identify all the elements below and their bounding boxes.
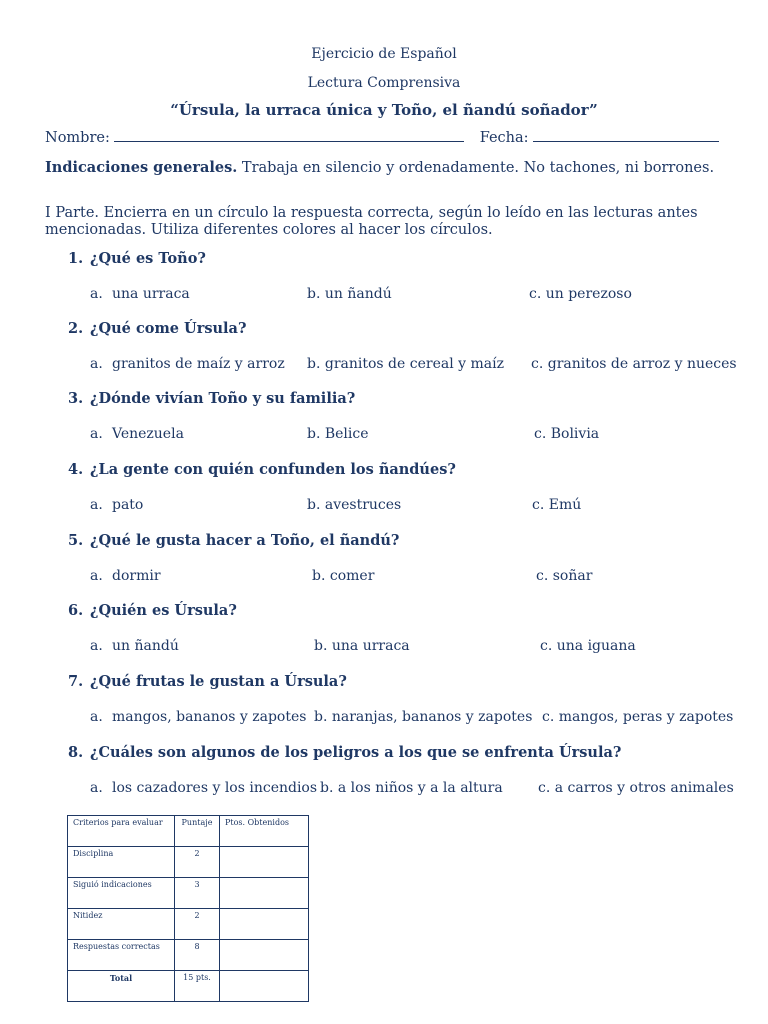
option-text: Venezuela — [112, 426, 184, 442]
question-8 — [68, 744, 621, 761]
criteria-cell: Nitidez — [68, 909, 175, 940]
answer-option[interactable] — [532, 497, 581, 513]
table-row — [68, 909, 309, 940]
option-text: un ñandú — [112, 638, 179, 654]
question-number: 3. — [68, 390, 84, 407]
instructions-bold: Indicaciones generales. — [45, 159, 238, 176]
question-text: ¿Dónde vivían Toño y su familia? — [90, 390, 356, 407]
option-letter: a. — [90, 638, 103, 654]
obtained-cell[interactable] — [220, 847, 309, 878]
obtained-header: Ptos. Obtenidos — [220, 816, 309, 847]
criteria-header: Criterios para evaluar — [68, 816, 175, 847]
score-cell: 2 — [175, 847, 220, 878]
answer-option[interactable] — [90, 356, 285, 372]
answer-option[interactable] — [90, 638, 179, 654]
question-3 — [68, 390, 355, 407]
answer-option[interactable] — [542, 709, 733, 725]
obtained-cell[interactable] — [220, 909, 309, 940]
question-7 — [68, 673, 347, 690]
instructions — [45, 159, 714, 176]
option-text: granitos de maíz y arroz — [112, 356, 285, 372]
option-text: c. mangos, peras y zapotes — [542, 709, 734, 725]
total-score: 15 pts. — [175, 971, 220, 1002]
answer-option[interactable] — [90, 568, 161, 584]
question-number: 7. — [68, 673, 84, 690]
reading-title: “Úrsula, la urraca única y Toño, el ñandú soñador” — [170, 101, 598, 119]
obtained-cell[interactable] — [220, 878, 309, 909]
question-text: ¿Cuáles son algunos de los peligros a los que se enfrenta Úrsula? — [90, 744, 622, 761]
date-label: Fecha: — [479, 130, 529, 146]
option-letter: a. — [90, 286, 103, 302]
table-row — [68, 971, 309, 1002]
score-cell: 3 — [175, 878, 220, 909]
option-letter: a. — [90, 356, 103, 372]
answer-option[interactable] — [314, 709, 532, 725]
option-text: b. un ñandú — [307, 286, 392, 302]
option-text: c. a carros y otros animales — [538, 780, 734, 796]
option-letter: a. — [90, 497, 103, 513]
answer-option[interactable] — [314, 638, 410, 654]
answer-option[interactable] — [538, 780, 734, 796]
answer-option[interactable] — [536, 568, 592, 584]
option-text: c. un perezoso — [529, 286, 632, 302]
option-letter: a. — [90, 709, 103, 725]
option-text: c. una iguana — [540, 638, 636, 654]
question-text: ¿Qué le gusta hacer a Toño, el ñandú? — [90, 532, 400, 549]
answer-option[interactable] — [307, 497, 401, 513]
option-text: c. Bolivia — [534, 426, 600, 442]
question-text: ¿Qué come Úrsula? — [90, 320, 247, 337]
question-text: ¿La gente con quién confunden los ñandúes? — [90, 461, 456, 478]
obtained-cell[interactable] — [220, 940, 309, 971]
criteria-cell: Disciplina — [68, 847, 175, 878]
question-5 — [68, 532, 399, 549]
instructions-text: Trabaja en silencio y ordenadamente. No tachones, ni borrones. — [237, 160, 715, 176]
subject-heading: Ejercicio de Español — [311, 46, 457, 62]
question-number: 1. — [68, 250, 84, 267]
table-row — [68, 847, 309, 878]
criteria-table — [67, 815, 309, 1002]
option-text: mangos, bananos y zapotes — [112, 709, 307, 725]
table-row — [68, 878, 309, 909]
answer-option[interactable] — [320, 780, 503, 796]
criteria-cell: Respuestas correctas — [68, 940, 175, 971]
answer-option[interactable] — [307, 356, 504, 372]
score-cell: 2 — [175, 909, 220, 940]
criteria-cell: Siguió indicaciones — [68, 878, 175, 909]
option-text: dormir — [112, 568, 161, 584]
criteria-header-row — [68, 816, 309, 847]
answer-option[interactable] — [307, 286, 392, 302]
part1-instructions: I Parte. Encierra en un círculo la respuesta correcta, según lo leído en las lecturas antes mencionadas. Utiliza diferentes colores al hacer los círculos. — [45, 205, 698, 238]
option-text: pato — [112, 497, 144, 513]
option-text: b. a los niños y a la altura — [320, 780, 503, 796]
option-text: b. comer — [312, 568, 375, 584]
option-text: c. soñar — [536, 568, 593, 584]
answer-option[interactable] — [531, 356, 737, 372]
question-text: ¿Qué frutas le gustan a Úrsula? — [90, 673, 347, 690]
option-text: b. avestruces — [307, 497, 402, 513]
answer-option[interactable] — [90, 709, 306, 725]
name-label: Nombre: — [45, 130, 110, 146]
score-header: Puntaje — [175, 816, 220, 847]
option-text: b. naranjas, bananos y zapotes — [314, 709, 533, 725]
table-row — [68, 940, 309, 971]
answer-option[interactable] — [540, 638, 636, 654]
answer-option[interactable] — [90, 426, 184, 442]
option-text: b. una urraca — [314, 638, 410, 654]
option-text: b. granitos de cereal y maíz — [307, 356, 504, 372]
question-number: 5. — [68, 532, 84, 549]
answer-option[interactable] — [307, 426, 369, 442]
name-blank[interactable] — [114, 129, 464, 142]
option-letter: a. — [90, 426, 103, 442]
question-text: ¿Quién es Úrsula? — [90, 602, 237, 619]
question-6 — [68, 602, 237, 619]
question-2 — [68, 320, 246, 337]
option-text: c. Emú — [532, 497, 582, 513]
option-text: los cazadores y los incendios — [112, 780, 318, 796]
question-4 — [68, 461, 456, 478]
answer-option[interactable] — [90, 286, 190, 302]
option-letter: a. — [90, 780, 103, 796]
option-text: c. granitos de arroz y nueces — [531, 356, 737, 372]
question-number: 2. — [68, 320, 84, 337]
question-1 — [68, 250, 206, 267]
activity-heading: Lectura Comprensiva — [307, 75, 461, 91]
score-cell: 8 — [175, 940, 220, 971]
answer-option[interactable] — [90, 780, 317, 796]
question-number: 4. — [68, 461, 84, 478]
name-date-row — [45, 129, 719, 146]
total-obtained[interactable] — [220, 971, 309, 1002]
total-label: Total — [68, 971, 175, 1002]
answer-option[interactable] — [534, 426, 599, 442]
date-blank[interactable] — [533, 129, 719, 142]
question-number: 8. — [68, 744, 84, 761]
answer-option[interactable] — [90, 497, 143, 513]
option-text: b. Belice — [307, 426, 369, 442]
option-letter: a. — [90, 568, 103, 584]
answer-option[interactable] — [312, 568, 374, 584]
option-text: una urraca — [112, 286, 190, 302]
question-text: ¿Qué es Toño? — [90, 250, 206, 267]
question-number: 6. — [68, 602, 84, 619]
answer-option[interactable] — [529, 286, 632, 302]
